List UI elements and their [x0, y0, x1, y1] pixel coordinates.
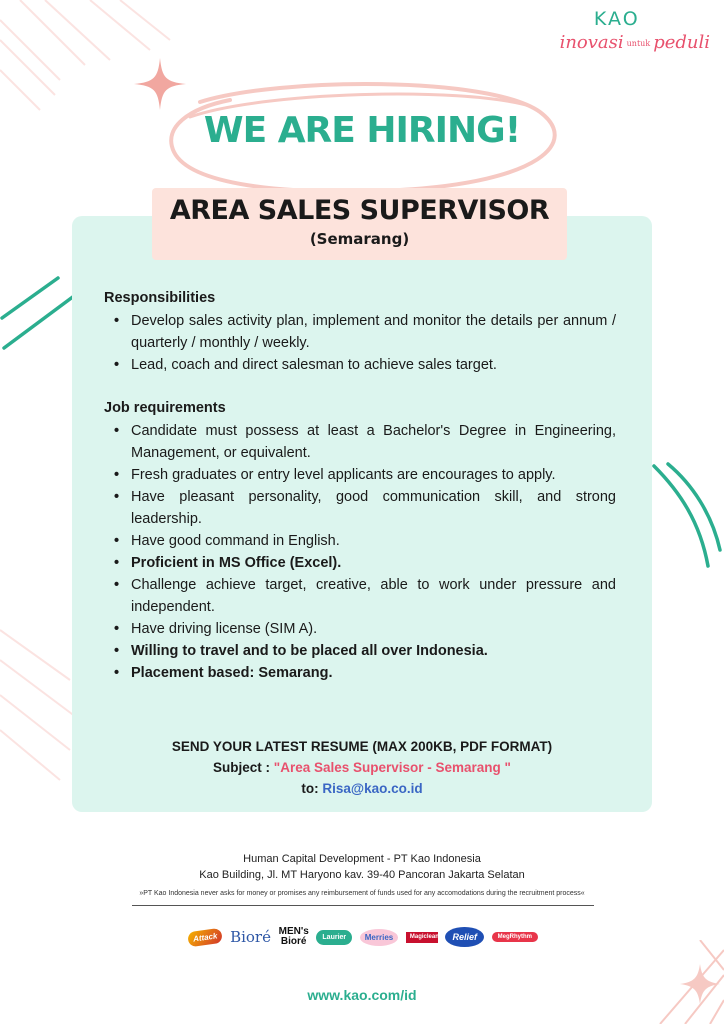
email-to-line [72, 778, 652, 799]
tagline-untuk: untuk [626, 38, 651, 48]
green-stroke-decoration-right [650, 462, 724, 572]
list-item: • Have good command in English. [112, 530, 616, 552]
resume-instruction: SEND YOUR LATEST RESUME (MAX 200KB, PDF FORMAT) [171, 739, 553, 754]
brand-logos-row [188, 922, 538, 952]
tagline-inovasi: inovasi [559, 32, 624, 53]
list-item: • Fresh graduates or entry level applicants are encourages to apply. [112, 464, 616, 486]
list-item: • Proficient in MS Office (Excel). [112, 552, 616, 574]
subject-label: Subject : [213, 760, 274, 775]
email-subject-line [72, 757, 652, 778]
subject-value: "Area Sales Supervisor - Semarang " [273, 760, 511, 775]
recruitment-disclaimer: »PT Kao Indonesia never asks for money or promises any reimbursement of funds used for any accomodations during the recruitment process« [139, 890, 585, 897]
attack-logo: Attack [187, 927, 223, 947]
email-address-link[interactable]: Risa@kao.co.id [322, 781, 423, 796]
footer-department: Human Capital Development - PT Kao Indonesia [243, 853, 481, 865]
job-title-box [152, 188, 567, 260]
requirements-list [104, 420, 616, 684]
relief-logo: Relief [445, 927, 484, 947]
magiclean-logo: Magiclean [406, 932, 438, 943]
list-item: • Willing to travel and to be placed all over Indonesia. [112, 640, 616, 662]
merries-logo: Merries [360, 929, 398, 946]
megrhythm-logo: MegRhythm [492, 932, 538, 942]
green-stroke-decoration-left [0, 276, 76, 356]
laurier-logo: Laurier [316, 930, 352, 945]
requirements-section [104, 397, 616, 684]
list-item: • Develop sales activity plan, implement and monitor the details per annum / quarterly / monthly / weekly. [112, 310, 616, 354]
brand-tagline [560, 32, 710, 53]
responsibilities-section [104, 287, 616, 376]
list-item: • Placement based: Semarang. [112, 662, 616, 684]
mens-biore-logo [279, 927, 309, 947]
requirements-heading: Job requirements [104, 400, 226, 416]
footer-address: Kao Building, Jl. MT Haryono kav. 39-40 Pancoran Jakarta Selatan [199, 869, 525, 881]
sparkle-star-decoration [132, 56, 188, 112]
list-item: • Candidate must possess at least a Bachelor's Degree in Engineering, Management, or equivalent. [112, 420, 616, 464]
job-location: (Semarang) [309, 230, 410, 248]
apply-instructions [72, 736, 652, 799]
mens-biore-bottom: Bioré [280, 936, 307, 947]
list-item: • Lead, coach and direct salesman to achieve sales target. [112, 354, 616, 376]
to-label: to: [301, 781, 323, 796]
mens-biore-top: MEN's [278, 926, 309, 937]
company-footer [0, 851, 724, 883]
kao-brand-logo [560, 8, 710, 53]
corner-lines-decoration-bottom-right [640, 940, 724, 1024]
list-item: • Have pleasant personality, good communication skill, and strong leadership. [112, 486, 616, 530]
responsibilities-heading: Responsibilities [104, 290, 216, 306]
list-item: • Have driving license (SIM A). [112, 618, 616, 640]
footer-divider [132, 905, 594, 906]
tagline-peduli: peduli [653, 32, 710, 53]
hiring-headline: WE ARE HIRING! [203, 110, 521, 151]
website-link[interactable]: www.kao.com/id [307, 987, 417, 1003]
biore-logo: Bioré [230, 928, 271, 946]
kao-logo-text: KAO [593, 8, 640, 30]
list-item: • Challenge achieve target, creative, able to work under pressure and independent. [112, 574, 616, 618]
responsibilities-list [104, 310, 616, 376]
job-title: AREA SALES SUPERVISOR [169, 195, 550, 226]
